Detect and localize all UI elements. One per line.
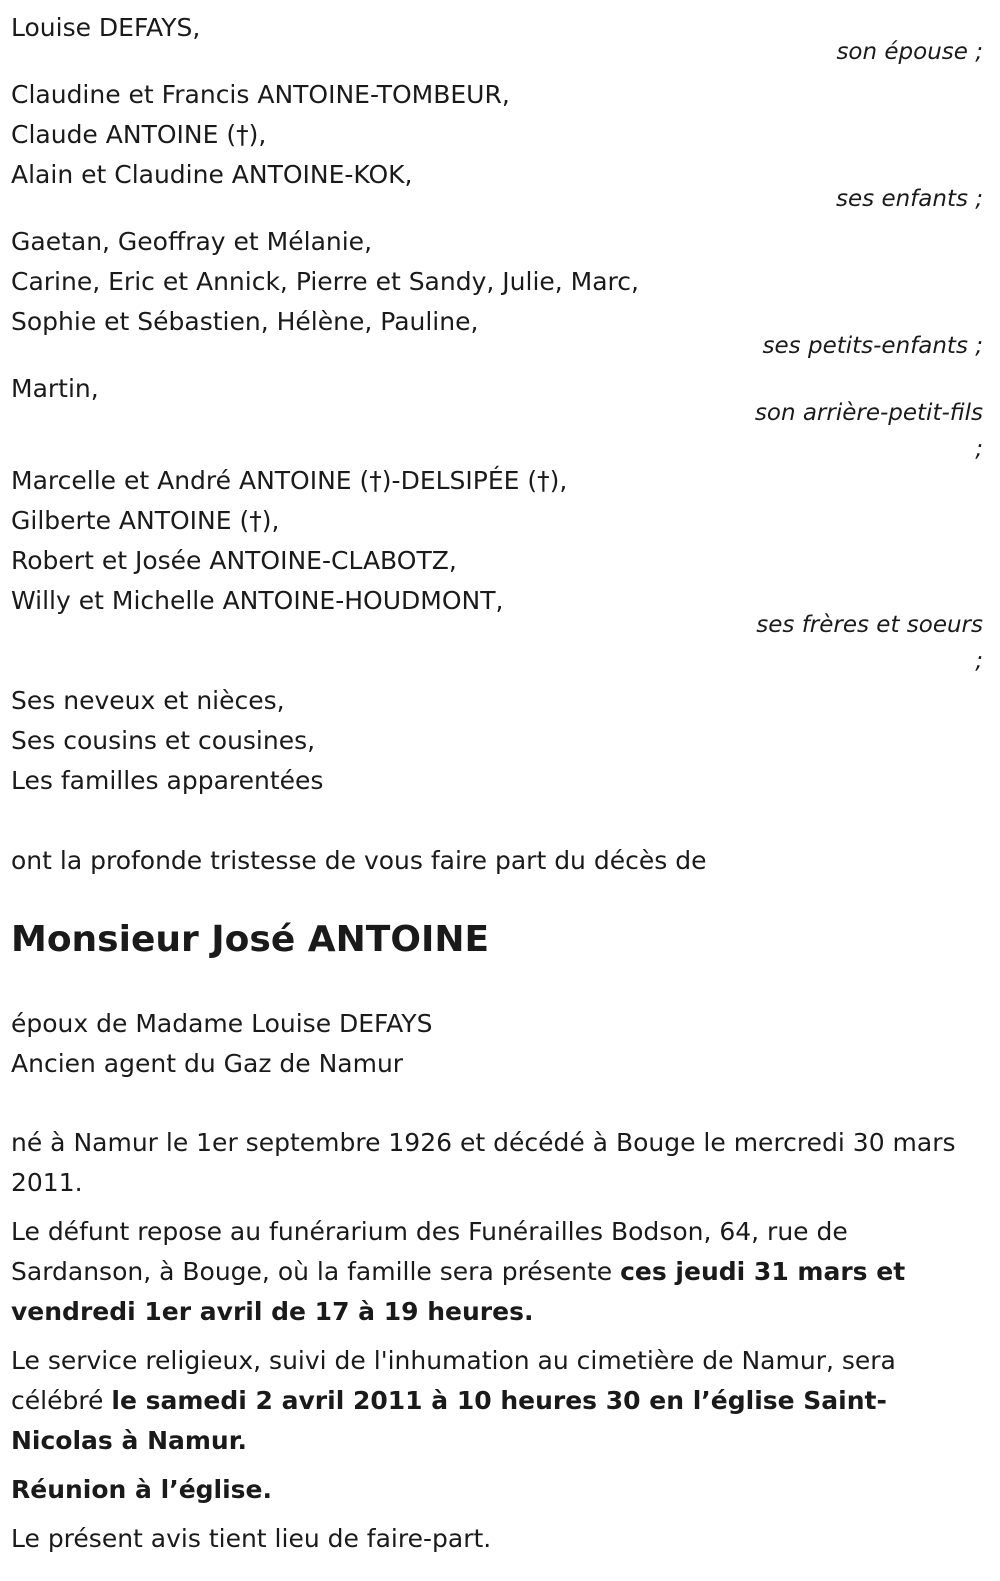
sibling-name: Willy et Michelle ANTOINE-HOUDMONT, xyxy=(11,586,504,615)
grandchild-name: Gaetan, Geoffray et Mélanie, xyxy=(11,227,373,256)
deceased-spouse-detail: époux de Madame Louise DEFAYS xyxy=(11,1009,433,1038)
siblings-role-end: ; xyxy=(975,648,983,674)
spouse-name: Louise DEFAYS, xyxy=(11,13,201,42)
great-grandchild-name: Martin, xyxy=(11,374,99,403)
extended-family-group xyxy=(11,681,983,801)
deceased-name: Monsieur José ANTOINE xyxy=(11,919,490,960)
grandchildren-group xyxy=(11,222,983,364)
grandchild-name: Carine, Eric et Annick, Pierre et Sandy, Julie, Marc, xyxy=(11,267,639,296)
deceased-occupation: Ancien agent du Gaz de Namur xyxy=(11,1049,404,1078)
deceased-details xyxy=(11,1004,983,1084)
closing-note: Le présent avis tient lieu de faire-part. xyxy=(11,1524,492,1553)
spouse-group xyxy=(11,8,983,70)
service-paragraph xyxy=(11,1341,983,1461)
great-grandchild-group xyxy=(11,369,983,469)
service-text: Le service religieux, suivi de l'inhumation au cimetière de Namur, sera célébré xyxy=(11,1346,896,1415)
spouse-role: son épouse ; xyxy=(836,39,983,65)
child-name: Claude ANTOINE (†), xyxy=(11,120,267,149)
sibling-name: Robert et Josée ANTOINE-CLABOTZ, xyxy=(11,546,457,575)
meeting-note xyxy=(11,1470,983,1510)
children-group xyxy=(11,75,983,217)
extended-family-line: Ses cousins et cousines, xyxy=(11,726,316,755)
great-grandchild-role: son arrière-petit-fils xyxy=(754,400,983,426)
children-role: ses enfants ; xyxy=(836,186,983,212)
siblings-role: ses frères et soeurs xyxy=(756,612,983,638)
extended-family-line: Ses neveux et nièces, xyxy=(11,686,285,715)
announcement-text: ont la profonde tristesse de vous faire part du décès de xyxy=(11,846,707,875)
child-name: Alain et Claudine ANTOINE-KOK, xyxy=(11,160,413,189)
sibling-name: Marcelle et André ANTOINE (†)-DELSIPÉE (†), xyxy=(11,466,568,495)
great-grandchild-role-end: ; xyxy=(975,436,983,462)
grandchild-name: Sophie et Sébastien, Hélène, Pauline, xyxy=(11,307,479,336)
extended-family-line: Les familles apparentées xyxy=(11,766,324,795)
sibling-name: Gilberte ANTOINE (†), xyxy=(11,506,280,535)
repose-paragraph xyxy=(11,1212,983,1332)
repose-text: Le défunt repose au funérarium des Funérailles Bodson, 64, rue de Sardanson, à Bouge, où la famille sera présente xyxy=(11,1217,848,1286)
birth-death-text: né à Namur le 1er septembre 1926 et décédé à Bouge le mercredi 30 mars 2011. xyxy=(11,1128,956,1197)
siblings-group xyxy=(11,461,983,681)
grandchildren-role: ses petits-enfants ; xyxy=(762,333,983,359)
service-date-place: le samedi 2 avril 2011 à 10 heures 30 en l’église Saint-Nicolas à Namur. xyxy=(11,1386,887,1455)
repose-visiting-hours: ces jeudi 31 mars et vendredi 1er avril de 17 à 19 heures. xyxy=(11,1257,906,1326)
child-name: Claudine et Francis ANTOINE-TOMBEUR, xyxy=(11,80,510,109)
meeting-text: Réunion à l’église. xyxy=(11,1475,273,1504)
